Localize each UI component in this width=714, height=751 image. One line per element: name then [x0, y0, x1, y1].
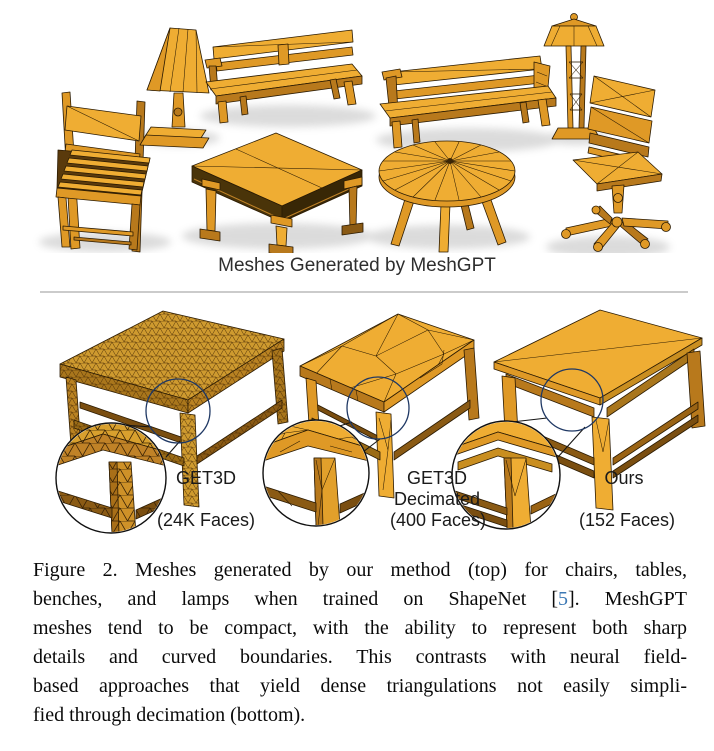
- panel-divider: [40, 291, 688, 293]
- caption-line: fied through decimation (bottom).: [33, 704, 306, 726]
- faces-label-decimated: (400 Faces): [389, 510, 487, 530]
- faces-label-get3d: (24K Faces): [156, 510, 256, 530]
- office-chair-mesh: [562, 76, 671, 252]
- chair-mesh: [56, 92, 150, 252]
- citation-link[interactable]: 5: [558, 588, 569, 610]
- round-table-mesh: [379, 141, 515, 252]
- top-panel-caption: Meshes Generated by MeshGPT: [218, 255, 496, 276]
- caption-line: meshes tend to be compact, with the ability to represent both sharp: [33, 617, 687, 639]
- caption-text: benches, and lamps when trained on ShapeNet [: [33, 588, 559, 610]
- method-label-get3d: GET3D: [175, 468, 236, 488]
- faces-label-ours: (152 Faces): [578, 510, 676, 530]
- figure-caption: [33, 556, 687, 730]
- comparison-panel: [0, 300, 714, 545]
- generated-meshes-render: [0, 0, 714, 253]
- table-lamp-mesh: [140, 28, 209, 148]
- caption-line: [33, 585, 687, 614]
- method-label-ours: Ours: [604, 468, 644, 488]
- method-label-decimated: GET3D: [406, 468, 467, 488]
- caption-line: details and curved boundaries. This contrasts with neural field-: [33, 646, 687, 668]
- comparison-render: [0, 300, 714, 545]
- caption-text: ]. MeshGPT: [568, 588, 687, 610]
- caption-line: based approaches that yield dense triangulations not easily simpli-: [33, 675, 687, 697]
- method-qualifier-decimated: Decimated: [393, 489, 481, 509]
- caption-line: Figure 2. Meshes generated by our method (top) for chairs, tables,: [33, 559, 687, 581]
